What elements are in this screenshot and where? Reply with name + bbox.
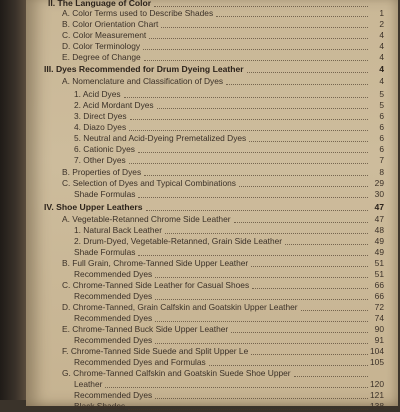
toc-entry-title: D. Color Terminology [62, 41, 141, 51]
toc-entry-title: D. Chrome-Tanned, Grain Calfskin and Goatskin Upper Leather [62, 302, 298, 312]
toc-page-number: 51 [374, 258, 384, 268]
toc-page-number: 29 [374, 178, 384, 188]
toc-entry-title: Recommended Dyes [74, 335, 153, 345]
toc-page-number: 91 [374, 335, 384, 345]
toc-page [26, 0, 398, 411]
book-spine [0, 0, 26, 400]
toc-leader-dots [138, 186, 368, 198]
toc-entry-title: Recommended Dyes [74, 390, 153, 400]
toc-entry-title: Shade Formulas [74, 247, 136, 257]
toc-page-number: 4 [379, 41, 384, 51]
toc-entry-title: A. Nomenclature and Classification of Dyes [62, 76, 224, 86]
toc-page-number: 66 [374, 291, 384, 301]
toc-entry-title: 2. Drum-Dyed, Vegetable-Retanned, Grain Side Leather [74, 236, 283, 246]
toc-page-number: 6 [379, 144, 384, 154]
toc-page-number: 30 [374, 189, 384, 199]
toc-page-number: 120 [370, 379, 384, 389]
toc-entry-title: B. Color Orientation Chart [62, 19, 159, 29]
toc-leader-dots [128, 398, 368, 410]
toc-entry-title: II. The Language of Color [48, 0, 152, 8]
toc-entry-title: 5. Neutral and Acid-Dyeing Premetalized Dyes [74, 133, 247, 143]
toc-page-number: 5 [379, 89, 384, 99]
toc-page-number: 72 [374, 302, 384, 312]
toc-entry-title: G. Chrome-Tanned Calfskin and Goatskin Suede Shoe Upper [62, 368, 291, 378]
toc-page-number: 8 [379, 167, 384, 177]
toc-entry-title: Recommended Dyes [74, 313, 153, 323]
toc-page-number: 6 [379, 111, 384, 121]
toc-leader-dots [146, 199, 368, 211]
toc-page-number: 4 [379, 52, 384, 62]
toc-entry-title: Recommended Dyes and Formulas [74, 357, 206, 367]
toc-page-number: 6 [379, 122, 384, 132]
toc-entry-title: A. Vegetable-Retanned Chrome Side Leather [62, 214, 231, 224]
toc-page-number: 6 [379, 133, 384, 143]
toc-page-number: 51 [374, 269, 384, 279]
toc-page-number: 5 [379, 100, 384, 110]
toc-entry-title: 3. Direct Dyes [74, 111, 127, 121]
toc-entry-title: C. Color Measurement [62, 30, 147, 40]
toc-page-number: 48 [374, 225, 384, 235]
toc-page-number: 104 [370, 346, 384, 356]
toc-page-number: 7 [379, 155, 384, 165]
toc-page-number: 90 [374, 324, 384, 334]
toc-entry-title: Recommended Dyes [74, 269, 153, 279]
toc-entry-title: Leather [74, 379, 103, 389]
toc-entry-title: III. Dyes Recommended for Drum Dyeing Leather [44, 64, 244, 74]
toc-entry-title: IV. Shoe Upper Leathers [44, 202, 143, 212]
toc-page-number: 121 [370, 390, 384, 400]
toc-page-number: 1 [379, 8, 384, 18]
toc-entry-title: C. Selection of Dyes and Typical Combinations [62, 178, 236, 188]
toc-page-number: 4 [379, 76, 384, 86]
toc-entry-title: Shade Formulas [74, 189, 136, 199]
toc-leader-dots [144, 49, 368, 61]
toc-entry-title: B. Properties of Dyes [62, 167, 142, 177]
toc-page-number: 2 [379, 19, 384, 29]
toc-entry-title: F. Chrome-Tanned Side Suede and Split Upper Le [62, 346, 249, 356]
toc-entry-title: B. Full Grain, Chrome-Tanned Side Upper Leather [62, 258, 249, 268]
toc-page-number: 49 [374, 247, 384, 257]
toc-entry-title: E. Chrome-Tanned Buck Side Upper Leather [62, 324, 229, 334]
toc-page-number: 66 [374, 280, 384, 290]
toc-entry-title: 4. Diazo Dyes [74, 122, 127, 132]
toc-entry-title: C. Chrome-Tanned Side Leather for Casual Shoes [62, 280, 250, 290]
toc-page-number: 47 [374, 214, 384, 224]
toc-entry [74, 401, 388, 412]
toc-page-number: 138 [370, 401, 384, 411]
toc-page-number: 74 [374, 313, 384, 323]
toc-leader-dots [226, 73, 368, 85]
toc-entry-title: Recommended Dyes [74, 291, 153, 301]
toc-entry-title: A. Color Terms used to Describe Shades [62, 8, 214, 18]
toc-entry-title: 6. Cationic Dyes [74, 144, 135, 154]
toc-leader-dots [129, 152, 368, 164]
toc-entry-title: 7. Other Dyes [74, 155, 126, 165]
toc-entry-title: 1. Natural Back Leather [74, 225, 162, 235]
toc-page-number: 4 [379, 30, 384, 40]
toc-entry-title: 2. Acid Mordant Dyes [74, 100, 154, 110]
toc-entry-title: E. Degree of Change [62, 52, 141, 62]
toc-entry-title: Black Shades [74, 401, 126, 411]
toc-leader-dots [247, 61, 368, 73]
toc-entry-title: 1. Acid Dyes [74, 89, 121, 99]
toc-page-number: 105 [370, 357, 384, 367]
toc-page-number: 4 [379, 64, 384, 74]
toc-page-number: 49 [374, 236, 384, 246]
toc-page-number: 47 [374, 202, 384, 212]
